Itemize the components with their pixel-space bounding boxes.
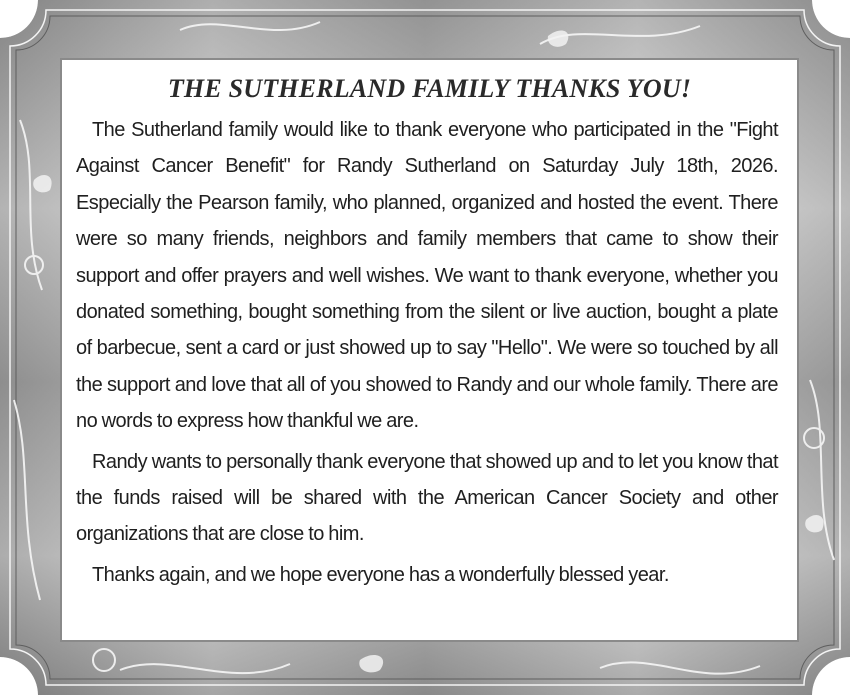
notice-panel [62,60,797,640]
notice-title: THE SUTHERLAND FAMILY THANKS YOU! [167,74,692,103]
paragraph-funds: Randy wants to personally thank everyone that showed up and to let you know that the funds raised will be shared with the American Cancer Society and other organizations that are close to him. [76,450,778,546]
paragraph-thanks: The Sutherland family would like to thank everyone who participated in the "Fight Against Cancer Benefit" for Randy Sutherland on Saturday July 18th, 2026. Especially the Pearson family, who planned, organized and hosted the event. There were so many friends, neighbors and family members that came to show their support and offer prayers and well wishes. We want to thank everyone, whether you donated something, bought something from the silent or live auction, bought a plate of barbecue, sent a card or just showed up to say "Hello". We were so touched by all the support and love that all of you showed to Randy and our whole family. There are no words to express how thankful we are. [76,119,778,433]
notice-body [76,112,778,593]
paragraph-closing: Thanks again, and we hope everyone has a wonderfully blessed year. [92,563,669,586]
